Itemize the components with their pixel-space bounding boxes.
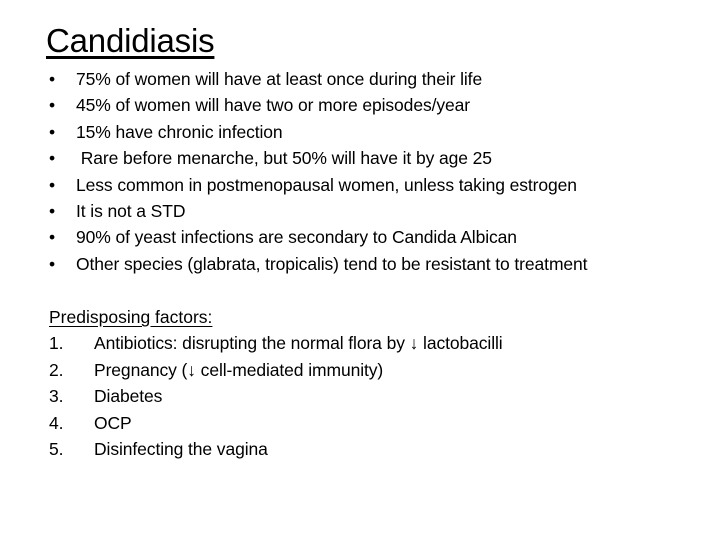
predisposing-factors [49, 304, 503, 462]
factor-text: Disinfecting the vagina [94, 438, 268, 459]
list-item [49, 410, 212, 436]
factor-number: 1. [49, 333, 64, 354]
bullet-text: Rare before menarche, but 50% will have it by age 25 [76, 148, 492, 169]
bullet-text: 45% of women will have two or more episodes/year [76, 95, 471, 116]
list-item [49, 436, 268, 462]
bullet-icon: • [49, 121, 56, 142]
factor-text: Diabetes [94, 386, 163, 407]
bullet-text: 75% of women will have at least once during their life [76, 69, 483, 89]
bullet-icon: • [49, 69, 56, 89]
factor-number: 5. [49, 438, 64, 459]
bullet-text: Less common in postmenopausal women, unless taking estrogen [76, 174, 577, 195]
bullet-text: 15% have chronic infection [76, 121, 283, 142]
factors-list [49, 330, 503, 462]
list-item [49, 383, 212, 409]
factor-text: OCP [94, 412, 132, 433]
factor-text: Antibiotics: disrupting the normal flora by ↓ lactobacilli [94, 333, 503, 354]
bullet-icon: • [49, 148, 56, 169]
bullet-icon: • [49, 174, 56, 195]
slide-title: Candidiasis [46, 22, 215, 59]
bullet-text: Other species (glabrata, tropicalis) tend to be resistant to treatment [76, 253, 588, 274]
bullet-icon: • [49, 227, 56, 248]
factor-text: Pregnancy (↓ cell-mediated immunity) [94, 359, 384, 380]
list-item [49, 357, 384, 383]
bullet-icon: • [49, 200, 56, 221]
factor-number: 3. [49, 386, 64, 407]
bullet-icon: • [49, 253, 56, 274]
factors-heading: Predisposing factors: [49, 307, 213, 327]
bullet-icon: • [49, 95, 56, 116]
bullet-text: 90% of yeast infections are secondary to Candida Albican [76, 227, 517, 248]
factor-number: 4. [49, 412, 64, 433]
list-item [49, 330, 503, 356]
factor-number: 2. [49, 359, 64, 380]
bullet-text: It is not a STD [76, 200, 186, 221]
